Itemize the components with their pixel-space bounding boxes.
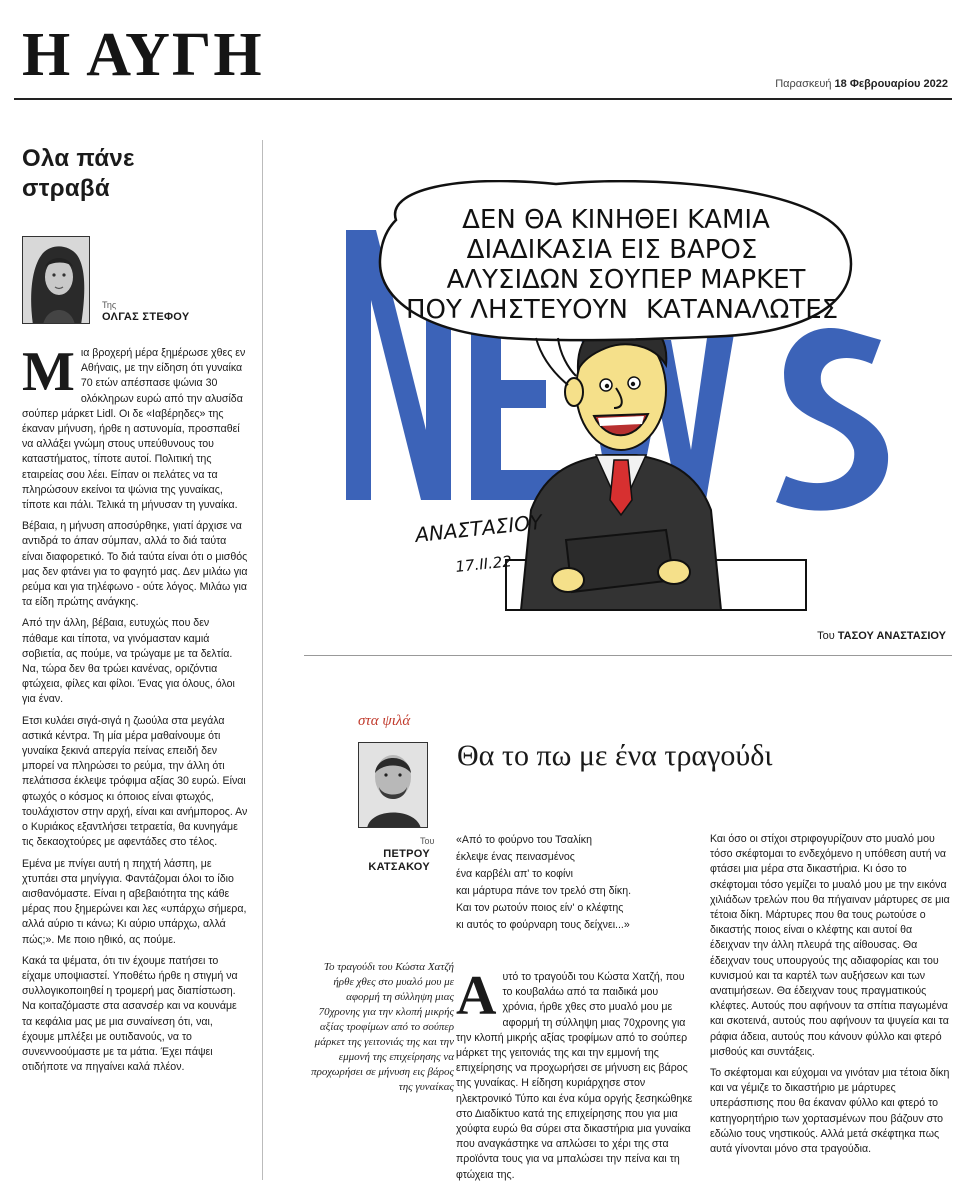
article2-paragraph: Το σκέφτομαι και εύχομαι να γινόταν μια τέτοια δίκη και να γέμιζε το δικαστήριο με μάρτυρες υπεράσπισης που θα έκαναν φύλλο και φτερό το κατηγορητήριο των χορτασμένων που βάζουν στο εδώλιο τους νηστικούς. Αλλά μετά σκέφτηκα πως αυτά γίνονται μόνο στα τραγούδια.: [710, 1067, 950, 1156]
quote-line: Και τον ρωτούν ποιος είν' ο κλέφτης: [456, 902, 624, 914]
date-full: 18 Φεβρουαρίου 2022: [834, 78, 948, 90]
article2-paragraph: Και όσο οι στίχοι στριφογυρίζουν στο μυαλό μου τόσο σκέφτομαι το ενδεχόμενο η υπόθεση αυτή να φτάσει μια μέρα στα δικαστήρια. Κι όσο το σκέφτομαι τόσο γεμίζει το μυαλό μου με την εικόνα χιλιάδων τρελών που θα πήγαιναν μάρτυρες σε μια τέτοια δίκη. Μάρτυρες που θα τους ρωτούσε ο δικαστής ποιος είναι ο κλέφτης και αυτοί θα έδειχναν την άλλη πλευρά της αίθουσας. Θα έδειχναν τους υπουργούς της αδιαφορίας και του κυνισμού και τα καρτέλ των αυξήσεων και των ανατιμήσεων. Θα έδειχναν τους πραγματικούς κλέφτες. Αυτούς που αφήνουν τα σπίτια παγωμένα και σκοτεινά, αυτούς που αφήνουν τα ψυγεία και τα ράφια άδεια, αυτούς που κάνουν φύλλο και φτερό μισθούς και συντάξεις.: [710, 833, 950, 1058]
quote-line: έκλεψε ένας πεινασμένος: [456, 851, 575, 863]
author-photo-petros: [358, 742, 428, 828]
pull-quote: Το τραγούδι του Κώστα Χατζή ήρθε χθες στο μυαλό μου με αφορμή τη σύλληψη μιας 70χρονης για την κλοπή μικρής αξίας τροφίμων από το σούπερ μάρκετ της γειτονιάς της και την εμμονή της επιχείρησης να προχωρήσει σε μήνυση εις βάρος της γυναίκας: [311, 961, 454, 1093]
song-quote: [456, 832, 696, 934]
article1-paragraph: Κακά τα ψέματα, ότι τιν έχουμε πατήσει το είχαμε υποψιαστεί. Υποθέτω ήρθε η στιγμή να συλλογικοποιηθεί η τρομερή μας διαπίστωση. Να κοιταζόμαστε στα ασανσέρ και να κουνάμε τα κεφάλια μας με μια συναίνεση ότι, ναι, έχουμε μπλέξει με ουτιδανούς, να το συνεννοούμαστε με τα μάτια. Έχει πάψει οτιδήποτε να πηγαίνει καλά πλέον.: [22, 954, 238, 1074]
issue-date: [775, 78, 948, 90]
article1-paragraph-text: ια βροχερή μέρα ξημέρωσε χθες εν Αθήναις, με την είδηση ότι γυναίκα 70 ετών απέσπασε ψώνια 30 ολόκληρων ευρώ από την αλυσίδα σούπερ μάρκετ Lidl. Οι δε «Ιαβέρηδες» της έκαναν μήνυση, ήρθε η αστυνομία, προσπαθεί να αλλάξει γνώμη στους υπεύθυνους του καταστήματος, τίποτε αυτοί. Πολιτική της εταιρείας σου λέει. Είπαν οι πελάτες να τα πληρώσουν εκείνοι τα ψώνια της γυναίκας, τίποτε και πάλι. Τελικά τη μήνυσαν τη γυναίκα.: [22, 347, 246, 512]
cartoon-credit-name: ΤΑΣΟΥ ΑΝΑΣΤΑΣΙΟΥ: [837, 630, 946, 642]
article2-paragraph: [456, 965, 694, 1183]
date-weekday: Παρασκευή: [775, 78, 832, 90]
quote-line: «Από το φούρνο του Τσαλίκη: [456, 834, 592, 846]
article1-paragraph: Από την άλλη, βέβαια, ευτυχώς που δεν πάθαμε και τίποτα, να γινόμασταν καμιά σοβιετία, ας πούμε, να τρώγαμε με τα δελτία. Να, τώρα δεν θα τρώει κανένας, οριζόντια φτώχεια, φίλες και φίλοι. Ένας για όλους, όλοι για έναν.: [22, 617, 235, 706]
quote-line: και μάρτυρα πάνε τον τρελό στη δίκη.: [456, 885, 632, 897]
article2-author-line2: ΚΑΤΣΑΚΟΥ: [368, 861, 430, 873]
speech-line-3: ΑΛΥΣΙΔΩΝ ΣΟΥΠΕΡ ΜΑΡΚΕΤ: [446, 265, 806, 295]
author-photo-olga: [22, 236, 90, 324]
masthead: Η ΑΥΓΗ: [22, 21, 264, 89]
section-rule: [304, 655, 952, 656]
article2-body-col1: [456, 965, 694, 1189]
article1-byline-prefix: Της: [102, 300, 117, 310]
article2-body-col2: [710, 832, 950, 1163]
article2-author: [360, 848, 430, 874]
article2-byline-prefix: Του: [420, 836, 435, 846]
article2-title: Θα το πω με ένα τραγούδι: [457, 739, 773, 772]
speech-line-4: ΠΟΥ ΛΗΣΤΕΥΟΥΝ: [406, 295, 628, 325]
article1-paragraph: [22, 341, 248, 513]
cartoon-credit: [817, 630, 946, 642]
column-divider: [262, 140, 263, 1180]
article1-title-line1: Ολα πάνε: [22, 145, 135, 172]
article1-title-line2: στραβά: [22, 175, 110, 202]
article1-paragraph: Βέβαια, η μήνυση αποσύρθηκε, γιατί άρχισε να αντιδρά το άπαν σύμπαν, αλλά το διά ταύτα είναι διαφορετικό. Το διά ταύτα είναι ότι ο μισθός μας δεν φτάνει για το φαγητό μας. Δεν μιλάω για ρεύμα και για τηλέφωνο - ούτε λόγος. Μιλάω για τα είδη πρώτης ανάγκης.: [22, 520, 248, 609]
cartoon-date: 17.II.22: [454, 552, 513, 576]
article1-author: ΟΛΓΑΣ ΣΤΕΦΟΥ: [102, 311, 190, 323]
masthead-rule: [14, 98, 952, 100]
article1-body: [22, 341, 248, 1081]
article2-paragraph-text: υτό το τραγούδι του Κώστα Χατζή, που το κουβαλάω από τα παιδικά μου χρόνια, ήρθε χθες στο μυαλό μου με αφορμή τη σύλληψη μιας 70χρονης για την κλοπή μικρής αξίας τροφίμων από το σούπερ μάρκετ της γειτονιάς της και την εμμονή της επιχείρησης να προχωρήσει σε μήνυση εις βάρος της γυναίκας. Η είδηση κυριάρχησε στον ηλεκτρονικό Τύπο και ένα κύμα οργής ξεσηκώθηκε στο Διαδίκτυο κατά της επιχείρησης που για μια χούφτα ευρώ θα σύρει στα δικαστήρια μια γυναίκα που αναγκάστηκε να απλώσει το χέρι της στα προϊόντα τους για να μπαλώσει την πείνα και τη φτώχεια της.: [456, 971, 693, 1181]
editorial-cartoon: [306, 180, 950, 620]
speech-line-4b: ΚΑΤΑΝΑΛΩΤΕΣ: [646, 295, 839, 325]
quote-line: κι αυτός το φούρναρη τους δείχνει...»: [456, 919, 630, 931]
speech-line-2: ΔΙΑΔΙΚΑΣΙΑ ΕΙΣ ΒΑΡΟΣ: [466, 235, 758, 265]
quote-line: ένα καρβέλι απ' το κοφίνι: [456, 868, 574, 880]
article1-dropcap: Μ: [22, 341, 75, 403]
section-label: στα ψιλά: [358, 713, 411, 729]
speech-line-1: ΔΕΝ ΘΑ ΚΙΝΗΘΕΙ ΚΑΜΙΑ: [462, 205, 770, 235]
article2-author-line1: ΠΕΤΡΟΥ: [383, 848, 430, 860]
cartoon-credit-prefix: Του: [817, 630, 835, 642]
article1-paragraph: Ετσι κυλάει σιγά-σιγά η ζωούλα στα μεγάλα αστικά κέντρα. Τη μία μέρα μαθαίνουμε ότι γυναίκα ξεκινά απεργία πείνας επειδή δεν μπορεί να πληρώσει το ρεύμα, την άλλη ότι πελάτισσα έκλεψε τρόφιμα αξίας 30 ευρώ. Είναι φτωχός ο κόσμος κι όποιος είναι φτωχός, τουλάχιστον στην αρχή, είναι και ανήμπορος. Αν ο Κυριάκος εξαντλήσει τετραετία, θα κυνηγάμε τις δεκαοχτούρες με αφεντάδες στο τέλος.: [22, 714, 248, 849]
article2-dropcap: Α: [456, 965, 497, 1027]
article1-paragraph: Εμένα με πνίγει αυτή η πηχτή λάσπη, με χτυπάει στα μηνίγγια. Φαντάζομαι όλοι το ίδιο αισθανόμαστε. Είναι η αβεβαιότητα της κάθε μέρας που ξημερώνει και λες «υπάρχω σήμερα, αλλά αύριο τι κάνω; Κι αύριο υπάρχω, αλλά πώς;». Με ποιο ηθικό, ας πούμε.: [22, 857, 247, 946]
cartoonist-signature: ΑΝΑΣΤΑΣΙΟΥ: [414, 509, 544, 547]
article1-title: [22, 144, 242, 204]
